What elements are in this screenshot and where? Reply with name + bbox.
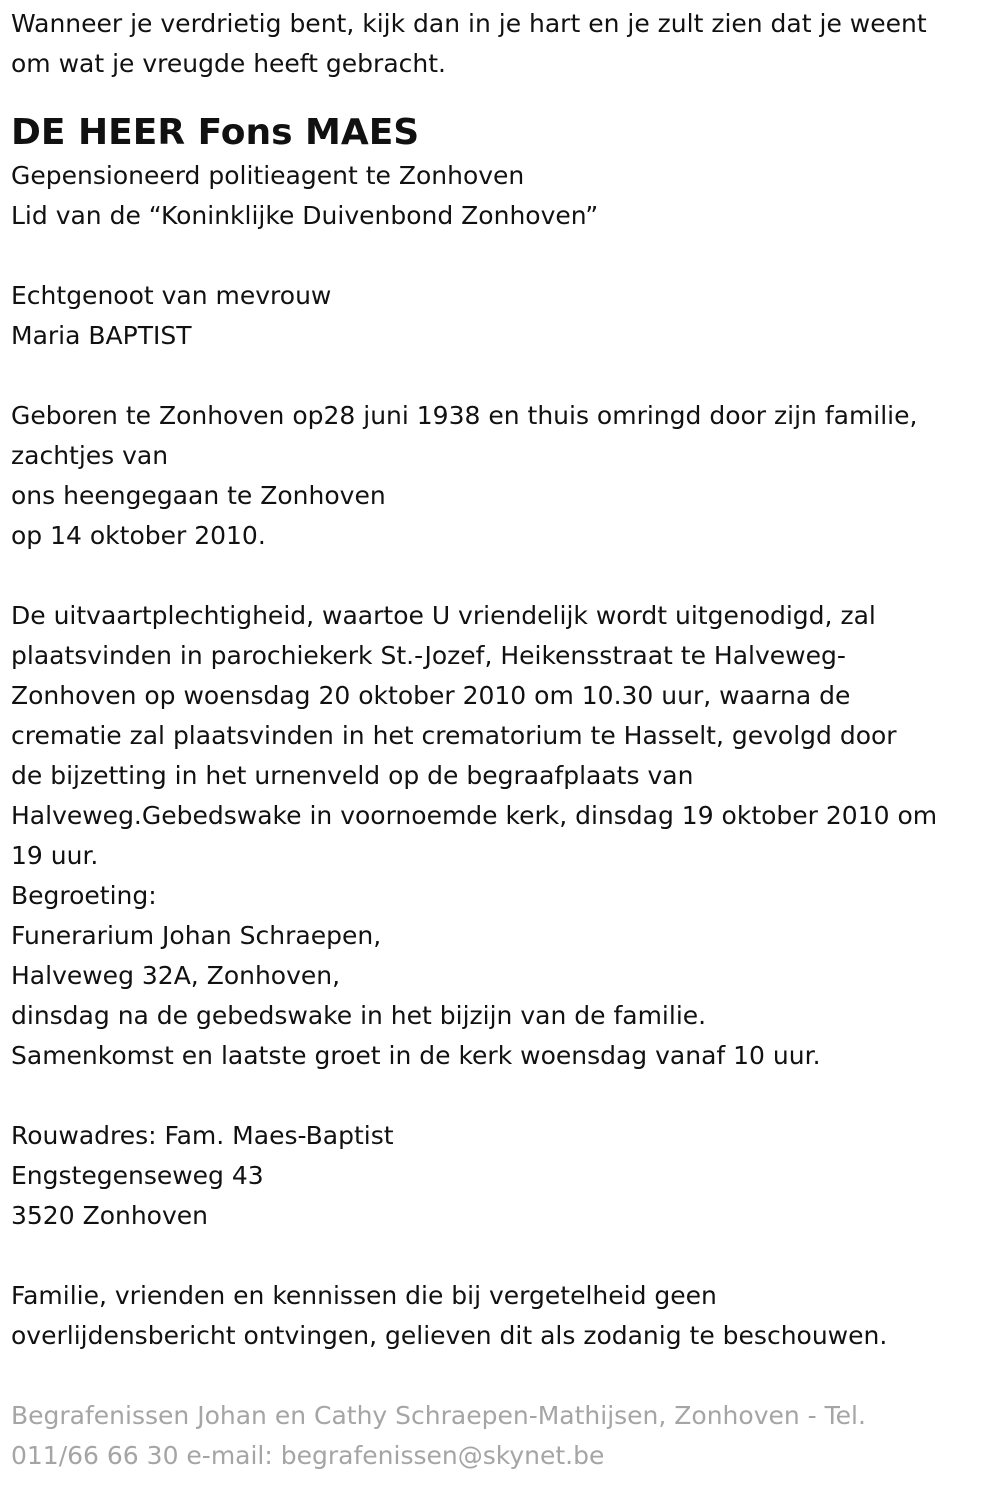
funeral-block (11, 596, 990, 1076)
funeral-line: Funerarium Johan Schraepen, (11, 921, 382, 950)
funeral-line: Zonhoven op woensdag 20 oktober 2010 om 10.30 uur, waarna de (11, 681, 851, 710)
address-line: Engstegenseweg 43 (11, 1161, 264, 1190)
funeral-line: dinsdag na de gebedswake in het bijzijn van de familie. (11, 1001, 707, 1030)
spouse-block (11, 276, 990, 356)
quote-line: Wanneer je verdrietig bent, kijk dan in je hart en je zult zien dat je weent (11, 9, 927, 38)
funeral-line: de bijzetting in het urnenveld op de begraafplaats van (11, 761, 694, 790)
spacer (11, 236, 990, 276)
funeral-line: Halveweg 32A, Zonhoven, (11, 961, 341, 990)
spacer (11, 1356, 990, 1396)
quote-line: om wat je vreugde heeft gebracht. (11, 49, 446, 78)
address-line: Rouwadres: Fam. Maes-Baptist (11, 1121, 394, 1150)
footer-line: Begrafenissen Johan en Cathy Schraepen-Mathijsen, Zonhoven - Tel. (11, 1401, 866, 1430)
spacer (11, 556, 990, 596)
birth-death-block (11, 396, 990, 556)
funeral-home-footer (11, 1396, 990, 1476)
funeral-line: 19 uur. (11, 841, 99, 870)
birth-death-line: ons heengegaan te Zonhoven (11, 481, 386, 510)
funeral-line: Halveweg.Gebedswake in voornoemde kerk, dinsdag 19 oktober 2010 om (11, 801, 938, 830)
birth-death-line: zachtjes van (11, 441, 169, 470)
spacer (11, 356, 990, 396)
deceased-block (11, 110, 990, 236)
birth-death-line: op 14 oktober 2010. (11, 521, 266, 550)
spacer (11, 1236, 990, 1276)
funeral-line: De uitvaartplechtigheid, waartoe U vriendelijk wordt uitgenodigd, zal (11, 601, 876, 630)
spacer (11, 1076, 990, 1116)
notice-line: Familie, vrienden en kennissen die bij vergetelheid geen (11, 1281, 717, 1310)
address-line: 3520 Zonhoven (11, 1201, 208, 1230)
deceased-title: Gepensioneerd politieagent te Zonhoven (11, 161, 525, 190)
funeral-line: plaatsvinden in parochiekerk St.-Jozef, Heikensstraat te Halveweg- (11, 641, 846, 670)
deceased-name: DE HEER Fons MAES (11, 112, 420, 153)
deceased-membership: Lid van de “Koninklijke Duivenbond Zonhoven” (11, 201, 599, 230)
spouse-line: Echtgenoot van mevrouw (11, 281, 332, 310)
notice-line: overlijdensbericht ontvingen, gelieven dit als zodanig te beschouwen. (11, 1321, 888, 1350)
funeral-line: Samenkomst en laatste groet in de kerk woensdag vanaf 10 uur. (11, 1041, 821, 1070)
address-block (11, 1116, 990, 1236)
footer-line: 011/66 66 30 e-mail: begrafenissen@skynet.be (11, 1441, 605, 1470)
notice-block (11, 1276, 990, 1356)
funeral-line: Begroeting: (11, 881, 157, 910)
spouse-name: Maria BAPTIST (11, 321, 192, 350)
birth-death-line: Geboren te Zonhoven op28 juni 1938 en thuis omringd door zijn familie, (11, 401, 918, 430)
funeral-line: crematie zal plaatsvinden in het crematorium te Hasselt, gevolgd door (11, 721, 897, 750)
opening-quote (11, 4, 990, 84)
